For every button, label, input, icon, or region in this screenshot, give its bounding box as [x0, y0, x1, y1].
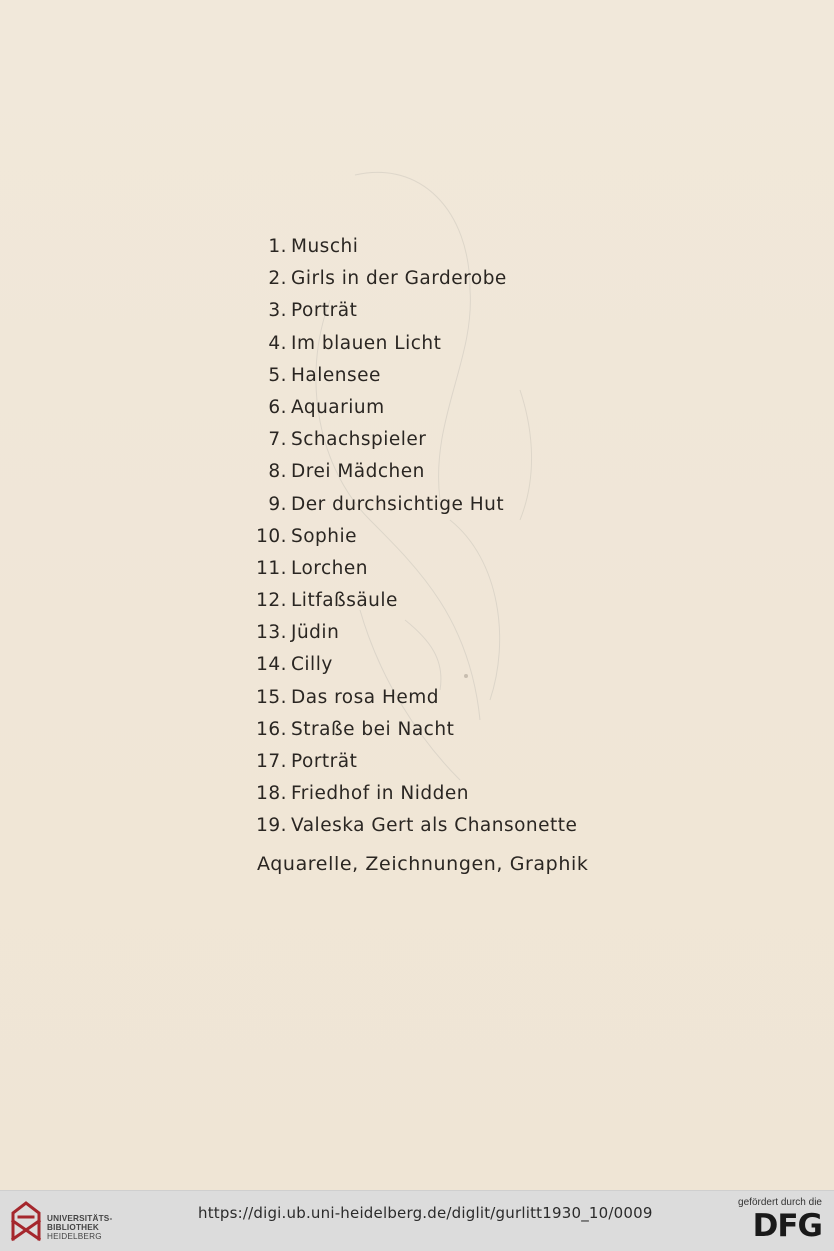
library-name-line2: BIBLIOTHEK — [47, 1223, 100, 1232]
item-number: 13. — [256, 622, 287, 644]
item-title: Das rosa Hemd — [291, 686, 440, 708]
dfg-logo: DFG — [752, 1208, 822, 1244]
page-url[interactable]: https://digi.ub.uni-heidelberg.de/diglit/gurlitt1930_10/0009 — [198, 1204, 653, 1222]
item-title: Muschi — [291, 236, 359, 257]
item-title: Straße bei Nacht — [291, 718, 455, 740]
item-number: 7. — [268, 429, 287, 451]
item-number: 6. — [268, 396, 287, 418]
viewer-footer — [0, 1190, 834, 1251]
list-item — [250, 649, 577, 681]
item-title: Sophie — [291, 525, 358, 547]
item-title: Drei Mädchen — [291, 461, 425, 483]
item-title: Litfaßsäule — [291, 590, 398, 612]
list-item — [250, 553, 577, 585]
funder-block[interactable] — [732, 1197, 822, 1247]
library-name — [47, 1214, 112, 1241]
library-name-line3: HEIDELBERG — [47, 1232, 102, 1241]
item-number: 18. — [256, 783, 287, 805]
item-title: Lorchen — [291, 557, 369, 579]
list-item — [250, 231, 577, 263]
list-item — [250, 489, 577, 521]
item-title: Cilly — [291, 654, 333, 676]
item-title: Porträt — [291, 751, 358, 772]
list-item — [250, 682, 577, 714]
item-title: Friedhof in Nidden — [291, 783, 469, 805]
item-number: 9. — [268, 493, 287, 515]
list-item — [250, 521, 577, 553]
list-item — [250, 392, 577, 424]
list-item — [250, 585, 577, 617]
library-logo[interactable] — [9, 1199, 129, 1243]
list-item — [250, 778, 577, 810]
list-item — [250, 360, 577, 392]
funding-note: gefördert durch die — [738, 1197, 822, 1208]
list-item — [250, 810, 577, 842]
item-number: 8. — [268, 461, 287, 483]
list-item — [250, 424, 577, 456]
item-number: 4. — [268, 332, 287, 354]
list-item — [250, 746, 577, 778]
item-number: 12. — [256, 590, 287, 612]
item-number: 5. — [268, 364, 287, 386]
list-item — [250, 617, 577, 649]
item-title: Girls in der Garderobe — [291, 268, 507, 290]
library-name-line1: UNIVERSITÄTS- — [47, 1214, 113, 1223]
item-title: Der durchsichtige Hut — [291, 493, 505, 515]
contents-list — [250, 231, 577, 843]
item-number: 15. — [256, 686, 287, 708]
item-title: Valeska Gert als Chansonette — [291, 815, 578, 837]
item-title: Aquarium — [291, 396, 385, 418]
item-number: 16. — [256, 718, 287, 740]
item-title: Schachspieler — [291, 429, 427, 451]
list-item — [250, 456, 577, 488]
item-number: 10. — [256, 525, 287, 547]
item-number: 17. — [256, 751, 287, 772]
item-title: Porträt — [291, 300, 358, 322]
subtitle: Aquarelle, Zeichnungen, Graphik — [257, 853, 589, 875]
item-number: 19. — [256, 815, 287, 837]
item-number: 11. — [256, 557, 287, 579]
item-number: 14. — [256, 654, 287, 676]
item-number: 2. — [268, 268, 287, 290]
list-item — [250, 263, 577, 295]
list-item — [250, 295, 577, 327]
item-title: Im blauen Licht — [291, 332, 442, 354]
item-number: 3. — [268, 300, 287, 322]
item-title: Jüdin — [291, 622, 340, 644]
item-title: Halensee — [291, 364, 381, 386]
library-emblem-icon — [9, 1199, 43, 1243]
list-item — [250, 714, 577, 746]
item-number: 1. — [268, 236, 287, 257]
list-item — [250, 328, 577, 360]
